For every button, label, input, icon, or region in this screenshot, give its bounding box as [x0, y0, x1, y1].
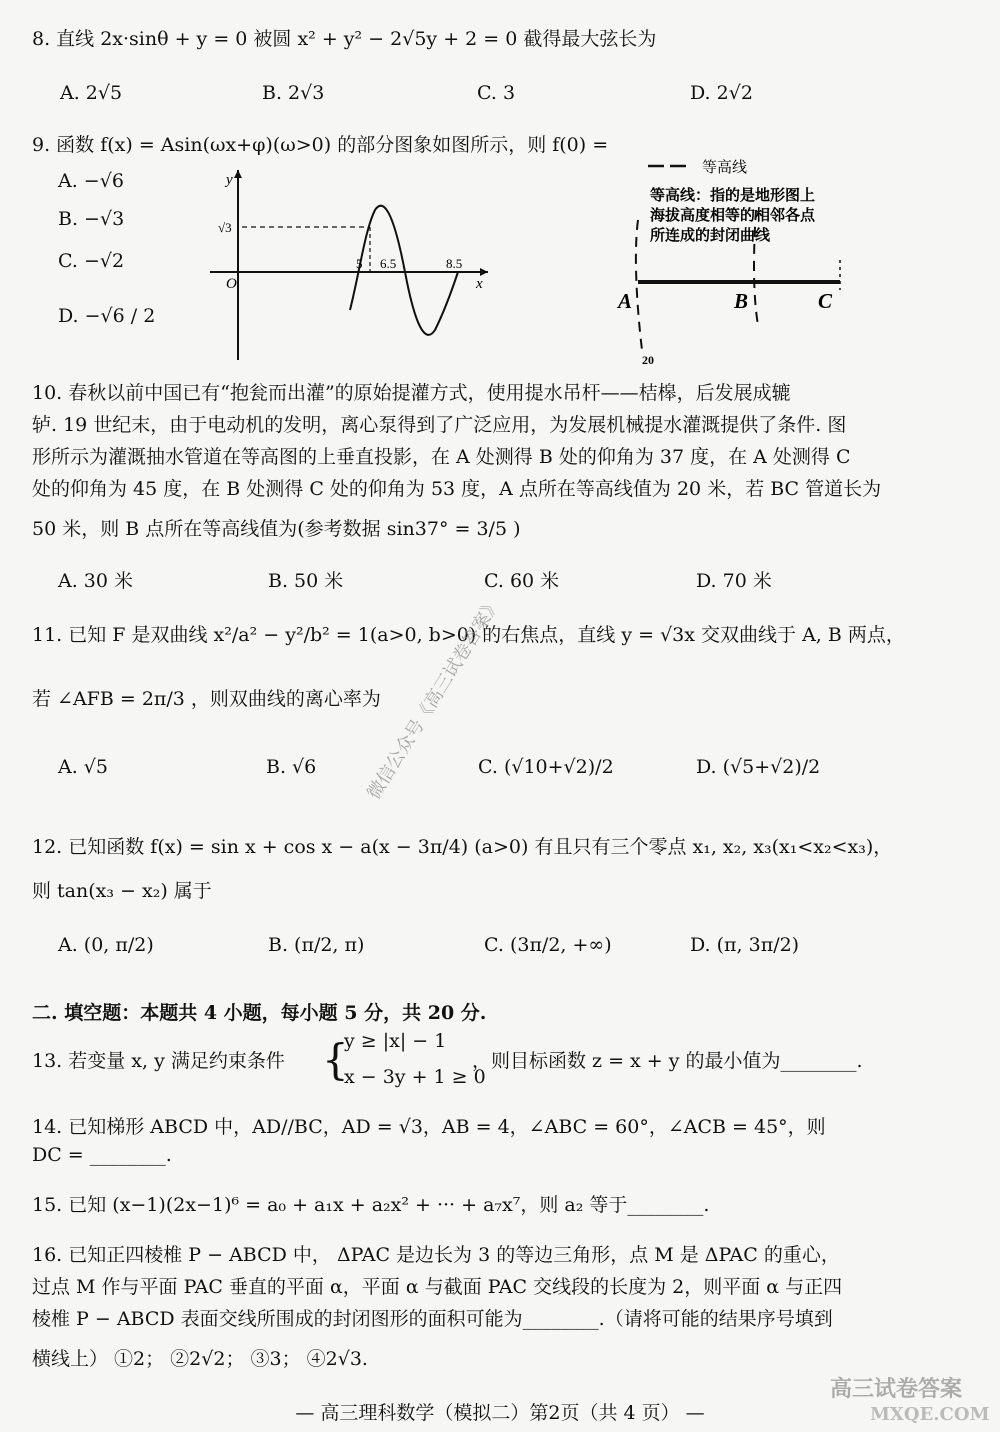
sine-graph	[200, 160, 500, 370]
logo-site: MXQE.COM	[870, 1404, 990, 1425]
graph-origin-label: O	[226, 276, 237, 292]
contour-value-label: 20	[642, 353, 654, 367]
q12-option-c: C. (3π/2, +∞)	[484, 934, 612, 956]
point-c-label: C	[818, 289, 833, 313]
q11-line-1: 11. 已知 F 是双曲线 x²/a² − y²/b² = 1(a>0, b>0) 的右焦点，直线 y = √3x 交双曲线于 A, B 两点，	[32, 624, 905, 646]
q15-stem: 15. 已知 (x−1)(2x−1)⁶ = a₀ + a₁x + a₂x² + ··· + a₇x⁷，则 a₂ 等于________.	[32, 1194, 710, 1216]
contour-figure	[608, 150, 868, 370]
q16-line-4: 横线上） ①2； ②2√2； ③3； ④2√3.	[32, 1348, 368, 1370]
q11-option-a: A. √5	[58, 756, 108, 778]
section-2-heading: 二. 填空题：本题共 4 小题，每小题 5 分，共 20 分.	[32, 1002, 487, 1024]
q16-line-2: 过点 M 作与平面 PAC 垂直的平面 α，平面 α 与截面 PAC 交线段的长度为 2，则平面 α 与正四	[32, 1276, 843, 1298]
q10-option-a: A. 30 米	[58, 570, 134, 592]
q9-stem: 9. 函数 f(x) = Asin(ωx+φ)(ω>0) 的部分图象如图所示，则 f(0) =	[32, 134, 609, 156]
page-footer: — 高三理科数学（模拟二）第2页（共 4 页） —	[295, 1402, 705, 1424]
q12-option-a: A. (0, π/2)	[58, 934, 154, 956]
q9-option-b: B. −√3	[58, 208, 125, 230]
graph-y-label: y	[226, 172, 233, 188]
q8-option-a: A. 2√5	[60, 82, 123, 104]
q11-line-2: 若 ∠AFB = 2π/3 ，则双曲线的离心率为	[32, 688, 381, 710]
logo-text: 高三试卷答案	[830, 1376, 963, 1402]
point-b-label: B	[734, 289, 749, 313]
q10-line-4: 处的仰角为 45 度，在 B 处测得 C 处的仰角为 53 度，A 点所在等高线值为 20 米，若 BC 管道长为	[32, 478, 882, 500]
q9-option-c: C. −√2	[58, 250, 125, 272]
point-a-label: A	[618, 289, 633, 313]
q16-line-3: 棱椎 P − ABCD 表面交线所围成的封闭图形的面积可能为________.（请将可能的结果序号填到	[32, 1308, 833, 1330]
contour-legend: 等高线	[702, 160, 748, 176]
graph-tick-5: 5	[356, 256, 363, 271]
q8-option-c: C. 3	[477, 82, 516, 104]
q11-option-b: B. √6	[266, 756, 317, 778]
q8-option-b: B. 2√3	[262, 82, 325, 104]
q10-option-b: B. 50 米	[268, 570, 344, 592]
q10-option-c: C. 60 米	[484, 570, 560, 592]
q13-prefix: 13. 若变量 x, y 满足约束条件	[32, 1050, 285, 1072]
contour-note-2: 海拔高度相等的相邻各点	[650, 208, 816, 224]
q14-line-1: 14. 已知梯形 ABCD 中，AD//BC，AD = √3，AB = 4，∠ABC = 60°，∠ACB = 45°，则	[32, 1116, 826, 1138]
watermark: 微信公众号《高三试卷答案》	[363, 593, 506, 804]
graph-tick-6.5: 6.5	[380, 256, 397, 271]
q10-line-1: 10. 春秋以前中国已有“抱瓮而出灌”的原始提灌方式，使用提水吊杆——桔槔，后发展成辘	[32, 382, 791, 404]
q8-option-d: D. 2√2	[690, 82, 753, 104]
logo	[830, 1360, 990, 1428]
q10-line-2: 轳. 19 世纪末，由于电动机的发明，离心泵得到了广泛应用，为发展机械提水灌溉提供了条件. 图	[32, 414, 847, 436]
q8-stem: 8. 直线 2x·sinθ + y = 0 被圆 x² + y² − 2√5y + 2 = 0 截得最大弦长为	[32, 28, 657, 50]
q12-line-1: 12. 已知函数 f(x) = sin x + cos x − a(x − 3π/4) (a>0) 有且只有三个零点 x₁, x₂, x₃(x₁<x₂<x₃)，	[32, 836, 893, 858]
q14-line-2: DC = ________.	[32, 1144, 172, 1166]
q16-line-1: 16. 已知正四棱椎 P − ABCD 中， ΔPAC 是边长为 3 的等边三角形，点 M 是 ΔPAC 的重心，	[32, 1244, 840, 1266]
graph-x-label: x	[476, 276, 483, 292]
q10-line-3: 形所示为灌溉抽水管道在等高图的上垂直投影，在 A 处测得 B 处的仰角为 37 度，在 A 处测得 C	[32, 446, 851, 468]
contour-note-3: 所连成的封闭曲线	[650, 228, 771, 244]
graph-tick-8.5: 8.5	[446, 256, 463, 271]
q10-option-d: D. 70 米	[696, 570, 772, 592]
q12-line-2: 则 tan(x₃ − x₂) 属于	[32, 880, 212, 902]
q9-option-a: A. −√6	[58, 170, 124, 192]
q13-constraint-1: y ≥ |x| − 1	[344, 1030, 447, 1052]
graph-sqrt3-label: √3	[218, 220, 232, 235]
q11-option-d: D. (√5+√2)/2	[696, 756, 821, 778]
brace: {	[322, 1035, 349, 1084]
q11-option-c: C. (√10+√2)/2	[478, 756, 614, 778]
q12-option-d: D. (π, 3π/2)	[690, 934, 800, 956]
q13-suffix: ，则目标函数 z = x + y 的最小值为________.	[472, 1050, 863, 1072]
contour-note-1: 等高线：指的是地形图上	[650, 188, 816, 204]
q10-line-5: 50 米，则 B 点所在等高线值为(参考数据 sin37° = 3/5 )	[32, 518, 521, 540]
q9-option-d: D. −√6 / 2	[58, 305, 156, 327]
q13-constraint-2: x − 3y + 1 ≥ 0	[344, 1066, 486, 1088]
q12-option-b: B. (π/2, π)	[268, 934, 365, 956]
